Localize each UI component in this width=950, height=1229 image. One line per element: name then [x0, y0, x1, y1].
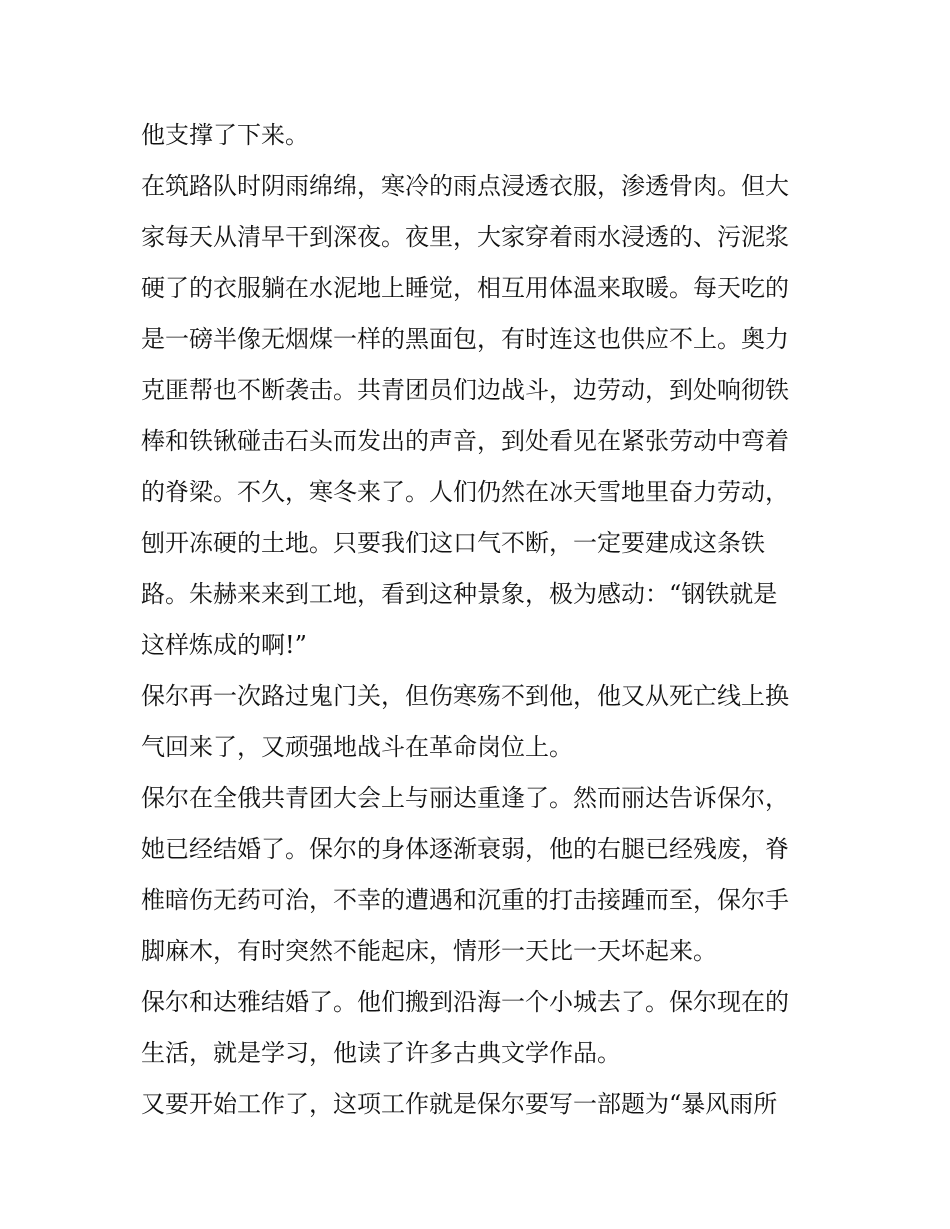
text-line: 是一磅半像无烟煤一样的黑面包，有时连这也供应不上。奥力: [141, 325, 789, 353]
text-line: 刨开冻硬的土地。只要我们这口气不断，一定要建成这条铁: [141, 529, 765, 557]
text-line: 她已经结婚了。保尔的身体逐渐衰弱，他的右腿已经残废，脊: [141, 835, 789, 863]
text-line: 克匪帮也不断袭击。共青团员们边战斗，边劳动，到处响彻铁: [141, 376, 789, 404]
text-line: 脚麻木，有时突然不能起床，情形一天比一天坏起来。: [141, 937, 717, 965]
text-line: 在筑路队时阴雨绵绵，寒冷的雨点浸透衣服，渗透骨肉。但大: [141, 172, 789, 200]
text-line: 又要开始工作了，这项工作就是保尔要写一部题为“暴风雨所: [141, 1090, 778, 1118]
text-line: 保尔在全俄共青团大会上与丽达重逢了。然而丽达告诉保尔，: [141, 784, 789, 812]
text-line: 的脊梁。不久，寒冬来了。人们仍然在冰天雪地里奋力劳动，: [141, 478, 789, 506]
text-line: 这样炼成的啊!”: [141, 631, 307, 659]
text-line: 他支撑了下来。: [141, 121, 309, 149]
text-line: 气回来了，又顽强地战斗在革命岗位上。: [141, 733, 573, 761]
text-line: 椎暗伤无药可治，不幸的遭遇和沉重的打击接踵而至，保尔手: [141, 886, 789, 914]
text-line: 棒和铁锹碰击石头而发出的声音，到处看见在紧张劳动中弯着: [141, 427, 789, 455]
text-line: 保尔和达雅结婚了。他们搬到沿海一个小城去了。保尔现在的: [141, 988, 789, 1016]
text-line: 路。朱赫来来到工地，看到这种景象，极为感动：“钢铁就是: [141, 580, 778, 608]
text-line: 保尔再一次路过鬼门关，但伤寒殇不到他，他又从死亡线上换: [141, 682, 789, 710]
body-text: [141, 110, 831, 1130]
text-line: 硬了的衣服躺在水泥地上睡觉，相互用体温来取暖。每天吃的: [141, 274, 789, 302]
text-line: 家每天从清早干到深夜。夜里，大家穿着雨水浸透的、污泥浆: [141, 223, 789, 251]
text-line: 生活，就是学习，他读了许多古典文学作品。: [141, 1039, 621, 1067]
